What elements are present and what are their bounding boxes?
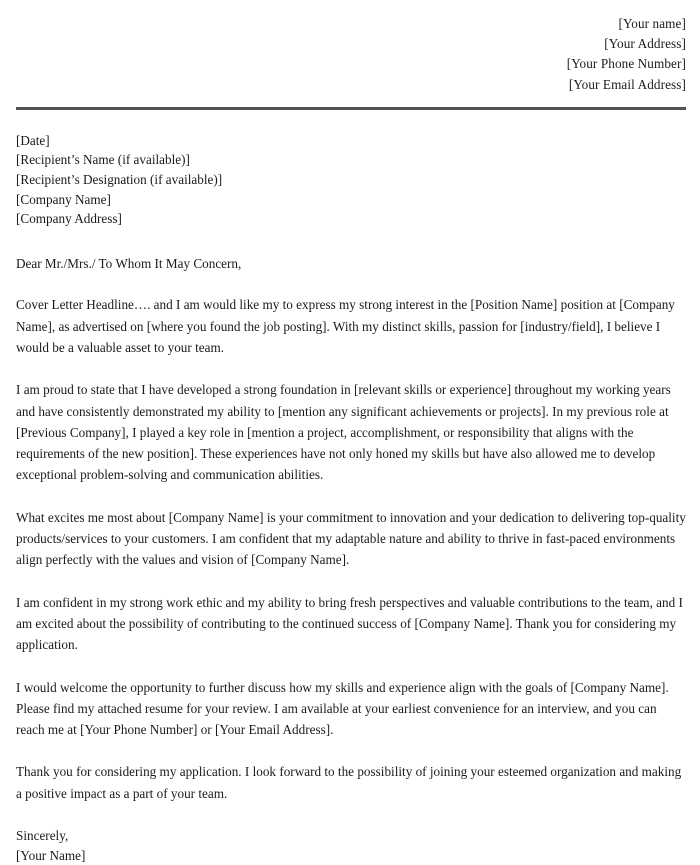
recipient-designation-line: [Recipient’s Designation (if available)]	[16, 172, 223, 187]
sender-name: [Your name]	[618, 16, 686, 31]
sender-email: [Your Email Address]	[568, 76, 686, 92]
body-paragraph-4: I am confident in my strong work ethic and my ability to bring fresh perspectives and valuable contributions to the team, and I am excited about the possibility of contributing to the continued success of [Company Name]. Thank you for considering my application.	[16, 594, 683, 653]
signature-name: [Your Name]	[16, 847, 86, 863]
closing-salutation: Sincerely,	[16, 828, 69, 844]
sender-header-block	[14, 0, 686, 95]
date-line: [Date]	[16, 132, 50, 148]
sender-address: [Your Address]	[604, 36, 686, 52]
recipient-block	[16, 131, 686, 229]
body-paragraph-3: What excites me most about [Company Name] is your commitment to innovation and your dedication to delivering top-quality products/services to your customers. I am confident that my adaptable nature and ability to thrive in fast-paced environments align perfectly with the values and vision of [Company Name].	[16, 509, 686, 568]
body-paragraph-1: Cover Letter Headline…. and I am would like my to express my strong interest in the [Position Name] position at [Company Name], as advertised on [where you found the job posting]. With my distinct skills, passion for [industry/field], I believe I would be a valuable asset to your team.	[16, 297, 675, 355]
body-paragraph-2: I am proud to state that I have developed a strong foundation in [relevant skills or experience] throughout my working years and have consistently demonstrated my ability to [mention any significant achievements or projects]. In my previous role at [Previous Company], I played a key role in [mention a project, accomplishment, or responsibility that aligns with the requirements of the new position]. These experiences have not only honed my skills but have also allowed me to develop exceptional problem-solving and communication abilities.	[16, 382, 671, 483]
company-name-line: [Company Name]	[16, 191, 111, 207]
sender-phone: [Your Phone Number]	[566, 56, 686, 72]
salutation-line: Dear Mr./Mrs./ To Whom It May Concern,	[16, 255, 242, 271]
company-address-line: [Company Address]	[16, 211, 122, 227]
header-divider-rule	[16, 107, 686, 110]
body-paragraph-5: I would welcome the opportunity to further discuss how my skills and experience align with the goals of [Company Name]. Please find my attached resume for your review. I am available at your earliest convenience for an interview, and you can reach me at [Your Phone Number] or [Your Email Address].	[16, 679, 669, 738]
body-paragraph-6: Thank you for considering my application. I look forward to the possibility of joining your esteemed organization and making a positive impact as a part of your team.	[16, 764, 682, 801]
letter-body	[16, 294, 686, 804]
recipient-name-line: [Recipient’s Name (if available)]	[16, 152, 190, 168]
closing-block	[16, 826, 686, 865]
